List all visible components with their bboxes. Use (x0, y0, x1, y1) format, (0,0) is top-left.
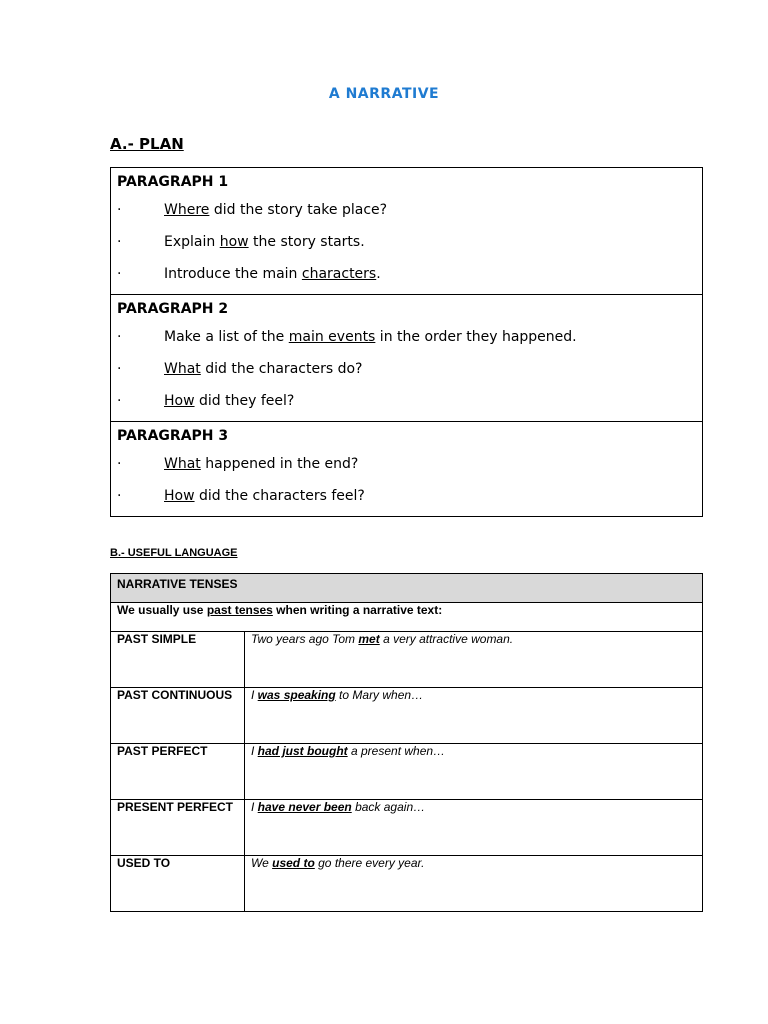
useful-language-table (110, 573, 703, 912)
page-title: A NARRATIVE (328, 86, 440, 102)
bullet-item (117, 353, 696, 385)
paragraph-title: PARAGRAPH 3 (117, 428, 229, 444)
bullet-item (117, 321, 696, 353)
bullet-text: What happened in the end? (164, 456, 359, 472)
bullet-text: Make a list of the main events in the order they happened. (164, 329, 577, 345)
bullet-text: What did the characters do? (164, 361, 363, 377)
section-a-heading: A.- PLAN (110, 135, 184, 153)
bullet-icon: · (117, 266, 122, 282)
table-row (111, 800, 703, 856)
bullet-icon: · (117, 234, 122, 250)
table-row (111, 856, 703, 912)
bullet-text: How did the characters feel? (164, 488, 365, 504)
tense-name: PAST CONTINUOUS (111, 688, 245, 744)
bullet-text: How did they feel? (164, 393, 295, 409)
paragraph-title: PARAGRAPH 2 (117, 301, 229, 317)
bullet-text: Explain how the story starts. (164, 234, 365, 250)
bullet-item (117, 194, 696, 226)
bullet-item (117, 385, 696, 417)
plan-table (110, 167, 703, 517)
tense-name: PRESENT PERFECT (111, 800, 245, 856)
bullet-item (117, 258, 696, 290)
bullet-icon: · (117, 456, 122, 472)
paragraph-3-block (111, 421, 702, 516)
tense-name: PAST SIMPLE (111, 632, 245, 688)
bullet-icon: · (117, 202, 122, 218)
bullet-icon: · (117, 393, 122, 409)
table-header-row (111, 574, 703, 603)
tense-example: I was speaking to Mary when… (245, 688, 703, 744)
bullet-text: Where did the story take place? (164, 202, 388, 218)
bullet-item (117, 448, 696, 480)
paragraph-title: PARAGRAPH 1 (117, 174, 229, 190)
tense-example: I had just bought a present when… (245, 744, 703, 800)
tense-example: Two years ago Tom met a very attractive woman. (245, 632, 703, 688)
bullet-icon: · (117, 329, 122, 345)
table-header: NARRATIVE TENSES (111, 574, 703, 603)
table-intro: We usually use past tenses when writing a narrative text: (111, 603, 703, 632)
bullet-icon: · (117, 361, 122, 377)
table-row (111, 744, 703, 800)
bullet-item (117, 480, 696, 512)
tense-name: PAST PERFECT (111, 744, 245, 800)
bullet-text: Introduce the main characters. (164, 266, 381, 282)
section-b-heading: B.- USEFUL LANGUAGE (110, 547, 238, 559)
paragraph-1-block (111, 168, 702, 294)
tense-name: USED TO (111, 856, 245, 912)
table-row (111, 632, 703, 688)
table-intro-row (111, 603, 703, 632)
bullet-icon: · (117, 488, 122, 504)
table-row (111, 688, 703, 744)
tense-example: We used to go there every year. (245, 856, 703, 912)
bullet-item (117, 226, 696, 258)
tense-example: I have never been back again… (245, 800, 703, 856)
paragraph-2-block (111, 294, 702, 421)
